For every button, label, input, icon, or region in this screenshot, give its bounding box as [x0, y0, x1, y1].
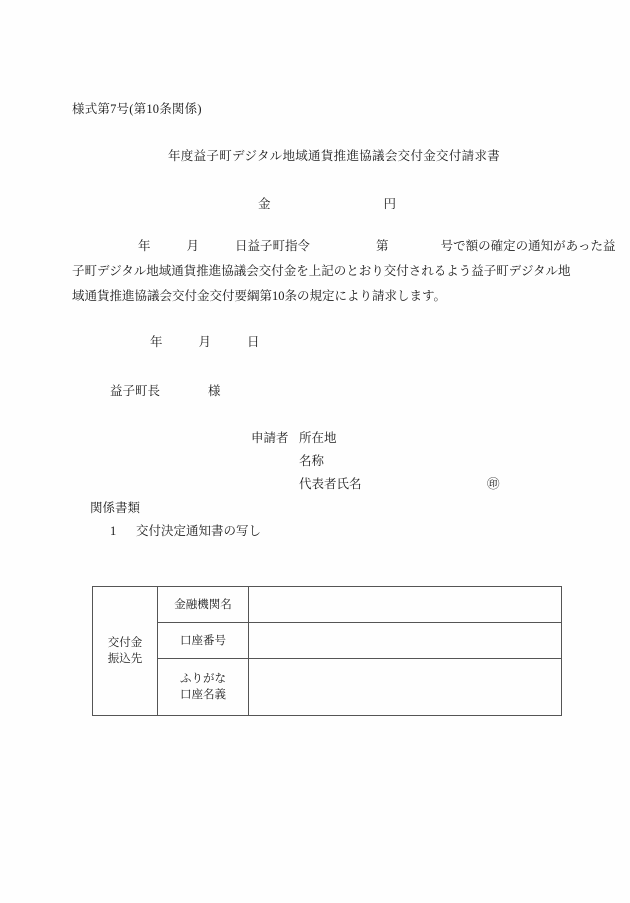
- body-line-2: 子町デジタル地域通貨推進協議会交付金を上記のとおり交付されるよう益子町デジタル地: [72, 264, 571, 278]
- bank-header-line2: 振込先: [107, 653, 143, 665]
- bank-furigana-label: ふりがな: [180, 673, 226, 685]
- table-row: [93, 659, 562, 716]
- bank-account-number-value[interactable]: [249, 623, 562, 659]
- bank-header-line1: 交付金: [107, 637, 143, 649]
- notice-month-label: 月: [186, 239, 200, 253]
- date-year-label: 年: [150, 335, 163, 349]
- attachments-block: [90, 497, 261, 543]
- applicant-address-label: 所在地: [299, 431, 337, 445]
- bank-institution-label: 金融機関名: [158, 587, 249, 623]
- date-month-label: 月: [198, 335, 212, 349]
- submission-date-line: [150, 332, 260, 350]
- amount-currency-suffix: 円: [383, 197, 397, 211]
- bank-institution-value[interactable]: [249, 587, 562, 623]
- bank-account-holder-label: [158, 659, 249, 716]
- bank-table-header-cell: [93, 587, 158, 716]
- bank-transfer-table: [92, 586, 562, 716]
- notice-day-and-order-label: 日益子町指令: [235, 239, 311, 253]
- table-row: [93, 587, 562, 623]
- notice-year-label: 年: [138, 239, 151, 253]
- table-row: [93, 623, 562, 659]
- applicant-representative-row: [251, 473, 500, 496]
- bank-account-number-label: 口座番号: [158, 623, 249, 659]
- addressee-line: [110, 381, 221, 399]
- seal-icon: ㊞: [487, 477, 500, 491]
- body-line-1: [72, 234, 616, 259]
- applicant-block: [251, 427, 500, 496]
- page-title: 年度益子町デジタル地域通貨推進協議会交付金交付請求書: [168, 149, 501, 163]
- applicant-label: 申請者: [251, 431, 289, 445]
- applicant-address-row: [251, 427, 362, 450]
- amount-currency-prefix: 金: [258, 197, 271, 211]
- amount-line: [258, 194, 396, 212]
- addressee-name: 益子町長: [110, 384, 161, 398]
- body-line1-tail: 号で額の確定の通知があった益: [440, 239, 616, 253]
- bank-holder-name-label: 口座名義: [180, 689, 226, 701]
- form-number: 様式第7号(第10条関係): [72, 102, 202, 116]
- attachment-item-text: 交付決定通知書の写し: [136, 524, 262, 538]
- body-line-3: 域通貨推進協議会交付金交付要綱第10条の規定により請求します。: [72, 289, 447, 303]
- attachment-item-number: 1: [110, 524, 117, 538]
- applicant-representative-label: 代表者氏名: [299, 477, 362, 491]
- bank-account-holder-value[interactable]: [249, 659, 562, 716]
- date-day-label: 日: [247, 335, 260, 349]
- body-paragraph: [72, 234, 616, 309]
- applicant-name-row: [251, 450, 362, 473]
- attachment-item: [90, 520, 261, 543]
- order-number-label: 第: [376, 239, 389, 253]
- attachments-heading: 関係書類: [90, 501, 141, 515]
- applicant-name-label: 名称: [299, 454, 325, 468]
- addressee-honorific: 様: [208, 384, 221, 398]
